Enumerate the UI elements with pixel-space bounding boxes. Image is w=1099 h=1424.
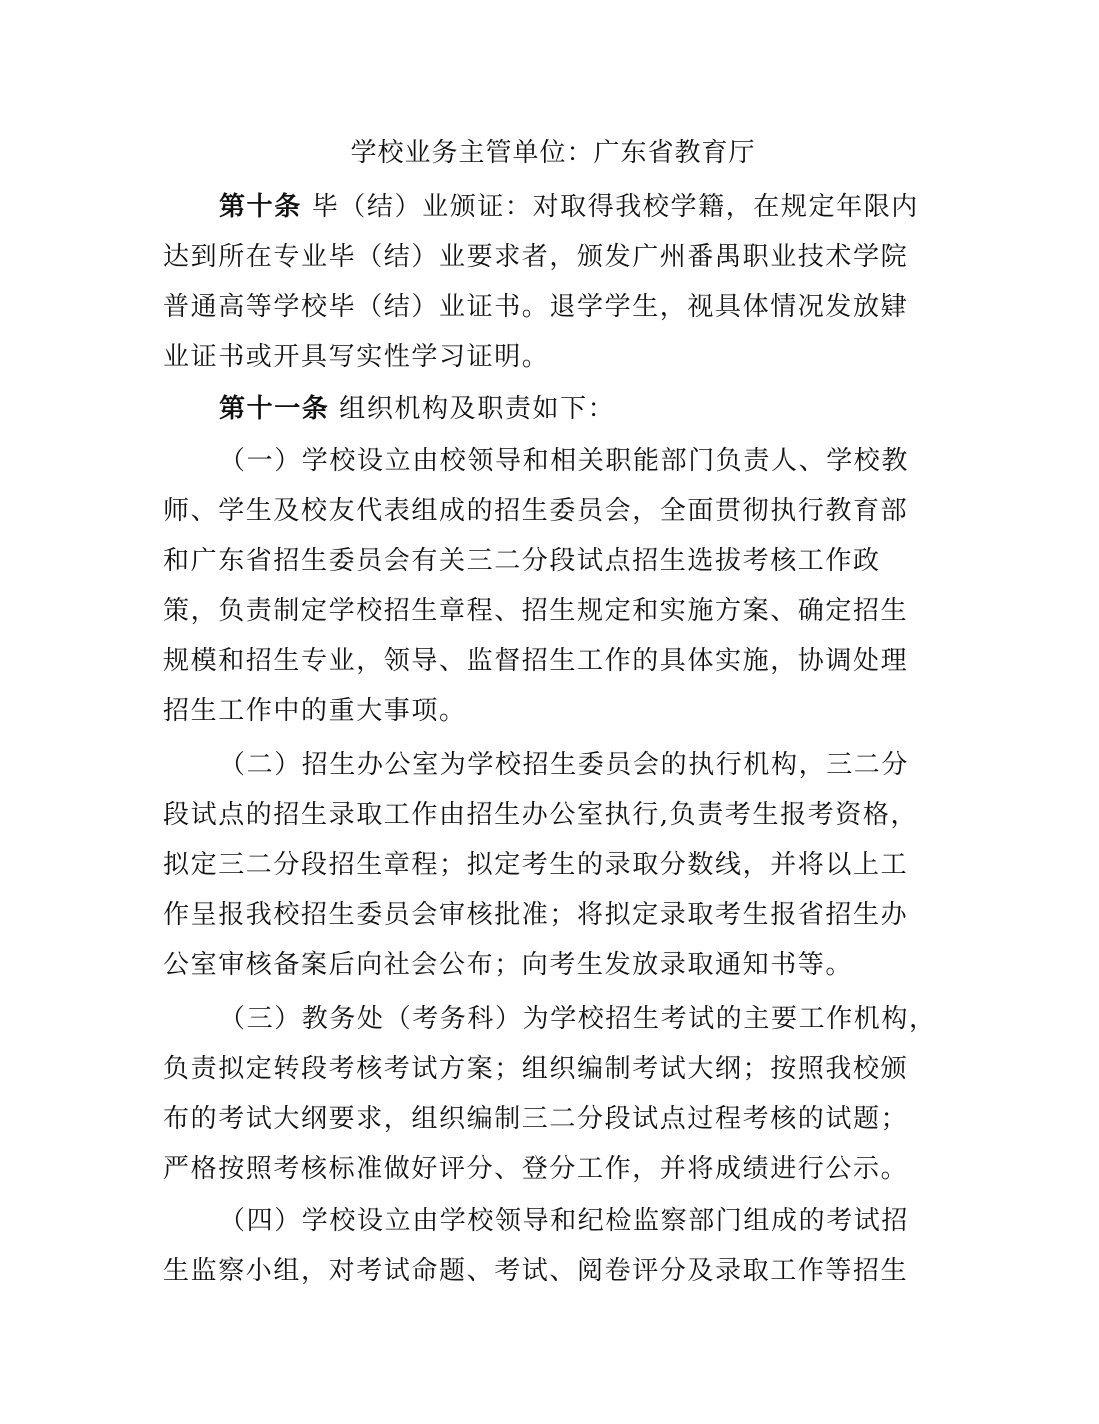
- article-10-line: 普通高等学校毕（结）业证书。退学学生，视具体情况发放肄: [163, 292, 909, 322]
- article-10-line: 业证书或开具写实性学习证明。: [163, 342, 550, 372]
- item-4-line: （四）学校设立由学校领导和纪检监察部门组成的考试招: [219, 1206, 910, 1236]
- item-1-line: 策，负责制定学校招生章程、招生规定和实施方案、确定招生: [163, 596, 909, 626]
- article-10-text: 毕（结）业颁证：对取得我校学籍，在规定年限内: [311, 192, 919, 222]
- item-3-line: 负责拟定转段考核考试方案；组织编制考试大纲；按照我校颁: [163, 1054, 909, 1084]
- article-10-heading: 第十条: [219, 192, 302, 222]
- article-10-first-line: [219, 182, 919, 232]
- supervisor-line: 学校业务主管单位：广东省教育厅: [350, 138, 756, 168]
- article-11-first-line: [219, 384, 615, 434]
- item-2-line: 作呈报我校招生委员会审核批准；将拟定录取考生报省招生办: [163, 900, 909, 930]
- item-1-line: 和广东省招生委员会有关三二分段试点招生选拔考核工作政: [163, 546, 881, 576]
- article-11-intro: 组织机构及职责如下：: [339, 394, 616, 424]
- item-1-line: （一）学校设立由校领导和相关职能部门负责人、学校教: [219, 446, 910, 476]
- item-3-line: 严格按照考核标准做好评分、登分工作，并将成绩进行公示。: [163, 1154, 909, 1184]
- item-4-line: 生监察小组，对考试命题、考试、阅卷评分及录取工作等招生: [163, 1256, 909, 1286]
- item-3-line: （三）教务处（考务科）为学校招生考试的主要工作机构，: [219, 1004, 937, 1034]
- item-1-line: 师、学生及校友代表组成的招生委员会，全面贯彻执行教育部: [163, 496, 909, 526]
- item-2-line: 公室审核备案后向社会公布；向考生发放录取通知书等。: [163, 950, 854, 980]
- item-2-line: 段试点的招生录取工作由招生办公室执行,负责考生报考资格，: [163, 800, 919, 830]
- item-2-line: （二）招生办公室为学校招生委员会的执行机构，三二分: [219, 750, 910, 780]
- item-3-line: 布的考试大纲要求，组织编制三二分段试点过程考核的试题；: [163, 1104, 909, 1134]
- item-1-line: 规模和招生专业，领导、监督招生工作的具体实施，协调处理: [163, 646, 909, 676]
- article-10-line: 达到所在专业毕（结）业要求者，颁发广州番禺职业技术学院: [163, 242, 909, 272]
- item-2-line: 拟定三二分段招生章程；拟定考生的录取分数线，并将以上工: [163, 850, 909, 880]
- item-1-line: 招生工作中的重大事项。: [163, 696, 467, 726]
- article-11-heading: 第十一条: [219, 394, 330, 424]
